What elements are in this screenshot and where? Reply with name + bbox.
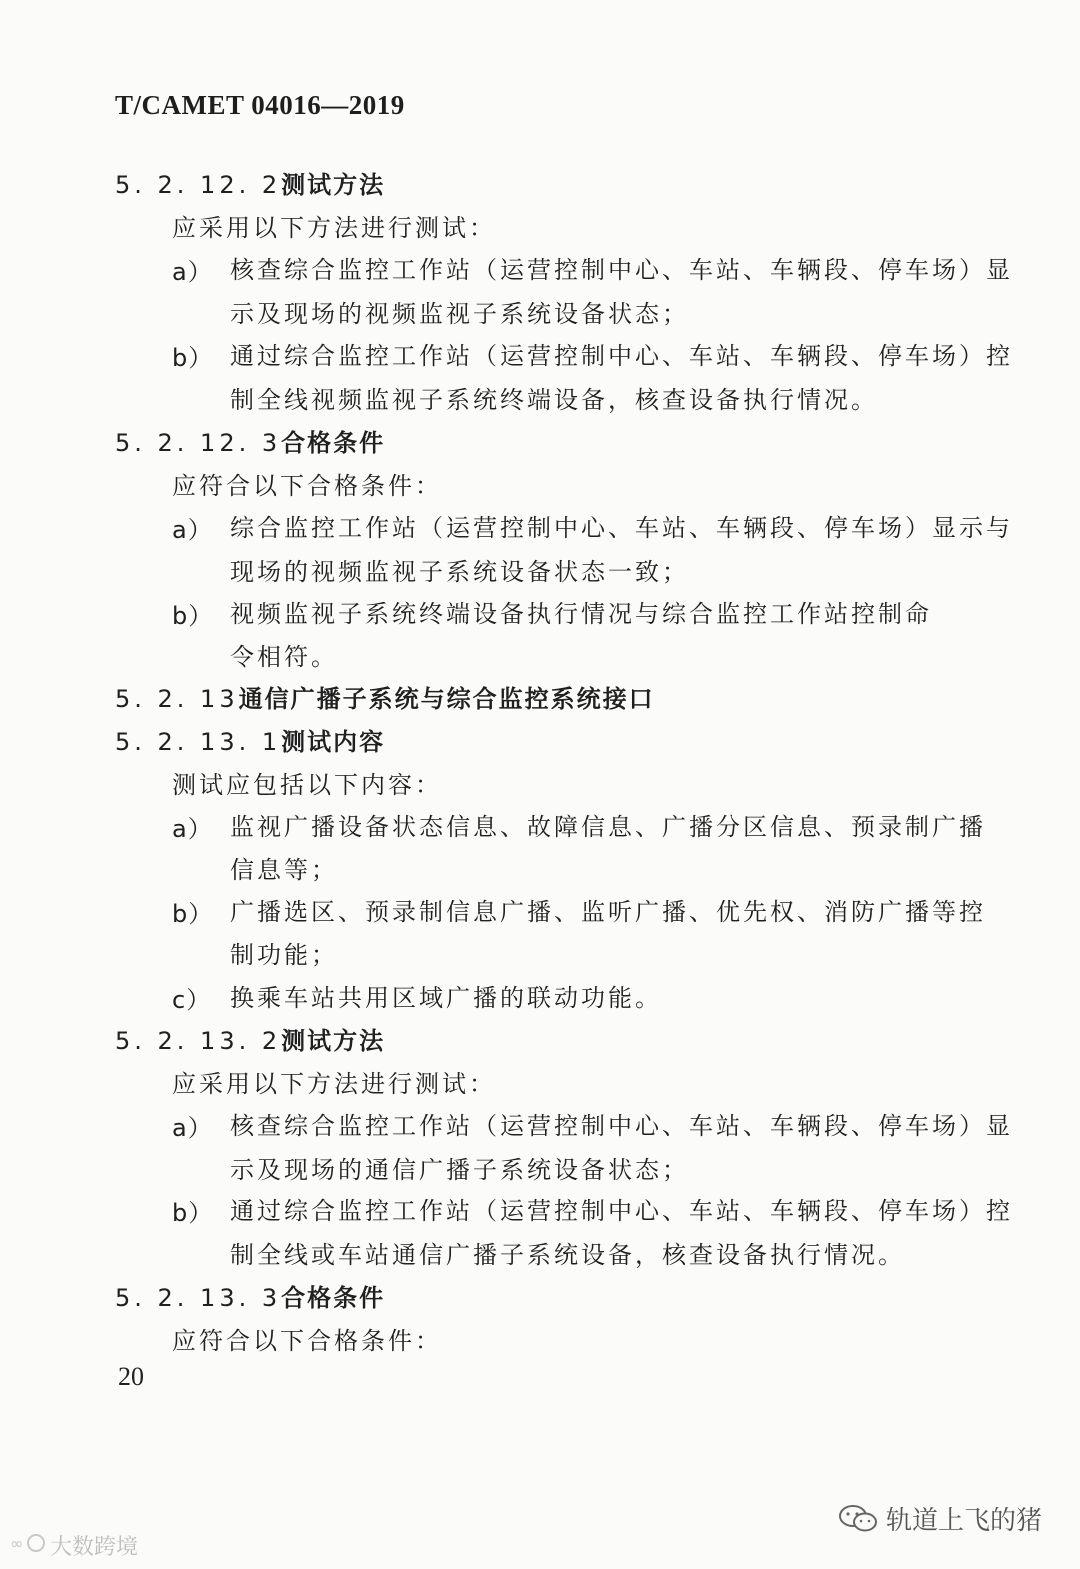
section-title: 合格条件 [281, 429, 386, 457]
list-item-text: 通过综合监控工作站（运营控制中心、车站、车辆段、停车场）控 [230, 342, 1013, 370]
list-item-label: a） [172, 815, 213, 843]
list-item-text: 信息等； [230, 856, 338, 884]
section-heading [115, 722, 385, 757]
list-item-text: 通过综合监控工作站（运营控制中心、车站、车辆段、停车场）控 [230, 1197, 1013, 1225]
watermark-left [10, 1530, 138, 1561]
section-number: 5. 2. 13. 1 [115, 728, 282, 756]
wechat-icon [838, 1504, 878, 1534]
list-item-text: 现场的视频监视子系统设备状态一致； [230, 558, 689, 586]
section-intro: 应符合以下合格条件： [172, 472, 442, 500]
list-item-text: 视频监视子系统终端设备执行情况与综合监控工作站控制命 [230, 600, 932, 628]
list-item-text: 令相符。 [230, 643, 338, 671]
section-number: 5. 2. 13. 2 [115, 1027, 282, 1055]
watermark-right-text: 轨道上飞的猪 [886, 1506, 1043, 1536]
list-item-label: b） [172, 602, 214, 630]
section-heading [115, 1021, 385, 1056]
list-item-label: b） [172, 900, 214, 928]
section-number: 5. 2. 13 [115, 685, 239, 713]
section-title: 测试方法 [281, 1027, 386, 1055]
section-title: 测试内容 [281, 728, 386, 756]
list-item-label: a） [172, 516, 213, 544]
list-item-text: 综合监控工作站（运营控制中心、车站、车辆段、停车场）显示与 [230, 514, 1013, 542]
section-number: 5. 2. 13. 3 [115, 1284, 282, 1312]
section-number: 5. 2. 12. 2 [115, 171, 282, 199]
section-number: 5. 2. 12. 3 [115, 429, 282, 457]
watermark-logo-icon [10, 1532, 46, 1560]
list-item-text: 示及现场的视频监视子系统设备状态； [230, 300, 689, 328]
list-item-label: b） [172, 344, 214, 372]
document-code: T/CAMET 04016—2019 [115, 90, 405, 120]
section-heading [115, 423, 385, 458]
list-item-label: a） [172, 1114, 213, 1142]
list-item-text: 制全线或车站通信广播子系统设备，核查设备执行情况。 [230, 1241, 905, 1269]
section-intro: 应采用以下方法进行测试： [172, 214, 496, 242]
section-intro: 应符合以下合格条件： [172, 1327, 442, 1355]
section-title: 通信广播子系统与综合监控系统接口 [238, 685, 655, 713]
section-heading [115, 165, 385, 200]
list-item-text: 制功能； [230, 941, 338, 969]
section-heading [115, 679, 655, 714]
list-item-label: a） [172, 258, 213, 286]
list-item-text: 换乘车站共用区域广播的联动功能。 [230, 984, 662, 1012]
list-item-text: 制全线视频监视子系统终端设备，核查设备执行情况。 [230, 386, 878, 414]
watermark-left-text: 大数跨境 [50, 1535, 139, 1560]
section-title: 合格条件 [281, 1284, 386, 1312]
list-item-label: c） [172, 986, 212, 1014]
list-item-text: 示及现场的通信广播子系统设备状态； [230, 1156, 689, 1184]
section-heading [115, 1278, 385, 1313]
section-intro: 测试应包括以下内容： [172, 771, 442, 799]
list-item-text: 广播选区、预录制信息广播、监听广播、优先权、消防广播等控 [230, 898, 986, 926]
list-item-text: 监视广播设备状态信息、故障信息、广播分区信息、预录制广播 [230, 813, 986, 841]
section-intro: 应采用以下方法进行测试： [172, 1070, 496, 1098]
list-item-text: 核查综合监控工作站（运营控制中心、车站、车辆段、停车场）显 [230, 256, 1013, 284]
section-title: 测试方法 [281, 171, 386, 199]
page-number: 20 [118, 1362, 144, 1391]
list-item-text: 核查综合监控工作站（运营控制中心、车站、车辆段、停车场）显 [230, 1112, 1013, 1140]
list-item-label: b） [172, 1199, 214, 1227]
svg-text:∞: ∞ [10, 1533, 24, 1553]
watermark-right [838, 1500, 1042, 1537]
